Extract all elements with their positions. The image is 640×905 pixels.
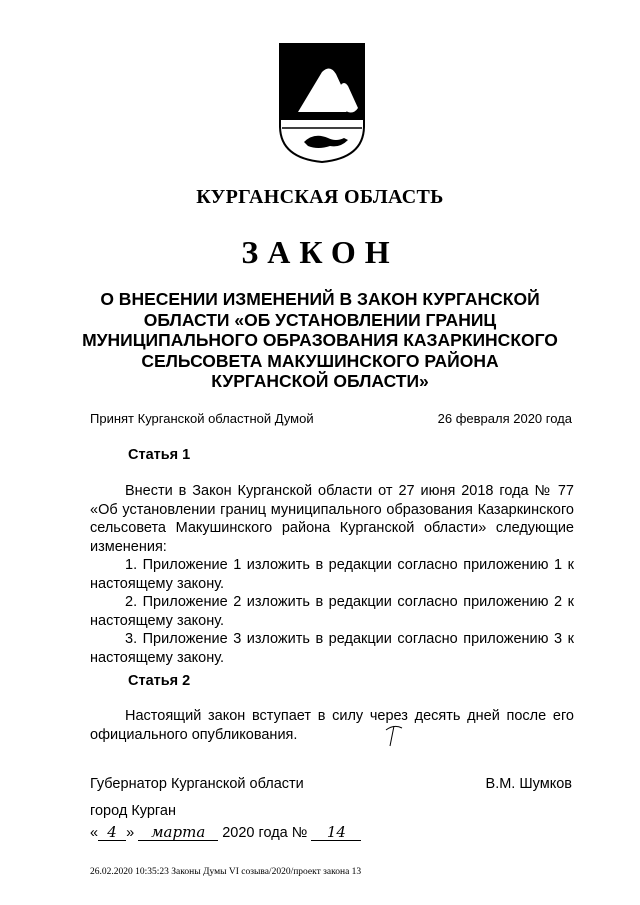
handwritten-day: 4	[98, 825, 126, 841]
adopted-by-text: Принят Курганской областной Думой	[90, 411, 314, 426]
law-title-line: ОБЛАСТИ «ОБ УСТАНОВЛЕНИИ ГРАНИЦ	[143, 309, 497, 330]
article-1-heading: Статья 1	[128, 447, 191, 463]
signatory-position: Губернатор Курганской области	[90, 776, 304, 792]
article-2-body	[90, 707, 574, 744]
document-type-heading: ЗАКОН	[241, 234, 399, 270]
coat-of-arms-icon	[278, 42, 366, 164]
article-2-paragraph: Настоящий закон вступает в силу через десять дней после его официального опубликования.	[90, 708, 574, 743]
law-title	[70, 289, 570, 392]
signatory-name: В.М. Шумков	[485, 776, 572, 792]
handwritten-mark-icon	[382, 718, 410, 748]
law-title-line: МУНИЦИПАЛЬНОГО ОБРАЗОВАНИЯ КАЗАРКИНСКОГО	[82, 330, 558, 350]
open-quote: «	[90, 825, 99, 841]
article-1-item: 3. Приложение 3 изложить в редакции согласно приложению 3 к настоящему закону.	[90, 631, 574, 666]
signing-date-row	[90, 825, 361, 841]
law-title-line: О ВНЕСЕНИИ ИЗМЕНЕНИЙ В ЗАКОН КУРГАНСКОЙ	[100, 289, 540, 309]
handwritten-law-number: 14	[311, 825, 361, 841]
close-quote: »	[126, 825, 135, 841]
handwritten-month: марта	[138, 825, 218, 841]
law-title-line: СЕЛЬСОВЕТА МАКУШИНСКОГО РАЙОНА	[141, 350, 499, 371]
article-1-paragraph: Внести в Закон Курганской области от 27 июня 2018 года № 77 «Об установлении границ муниципального образования Казаркинского сельсовета Макушинского района Курганской области» следующие изменения:	[90, 483, 574, 555]
article-1-body	[90, 482, 574, 667]
year-and-number-label: 2020 года №	[222, 825, 308, 841]
law-title-line: КУРГАНСКОЙ ОБЛАСТИ»	[211, 371, 429, 391]
article-1-item: 2. Приложение 2 изложить в редакции согласно приложению 2 к настоящему закону.	[90, 594, 574, 629]
city-name: город Курган	[90, 803, 176, 819]
article-1-item: 1. Приложение 1 изложить в редакции согласно приложению 1 к настоящему закону.	[90, 557, 574, 592]
adoption-date: 26 февраля 2020 года	[437, 411, 572, 426]
footer-file-info: 26.02.2020 10:35:23 Законы Думы VI созыва/2020/проект закона 13	[90, 867, 362, 877]
region-heading: КУРГАНСКАЯ ОБЛАСТЬ	[196, 186, 444, 208]
article-2-heading: Статья 2	[128, 673, 191, 689]
